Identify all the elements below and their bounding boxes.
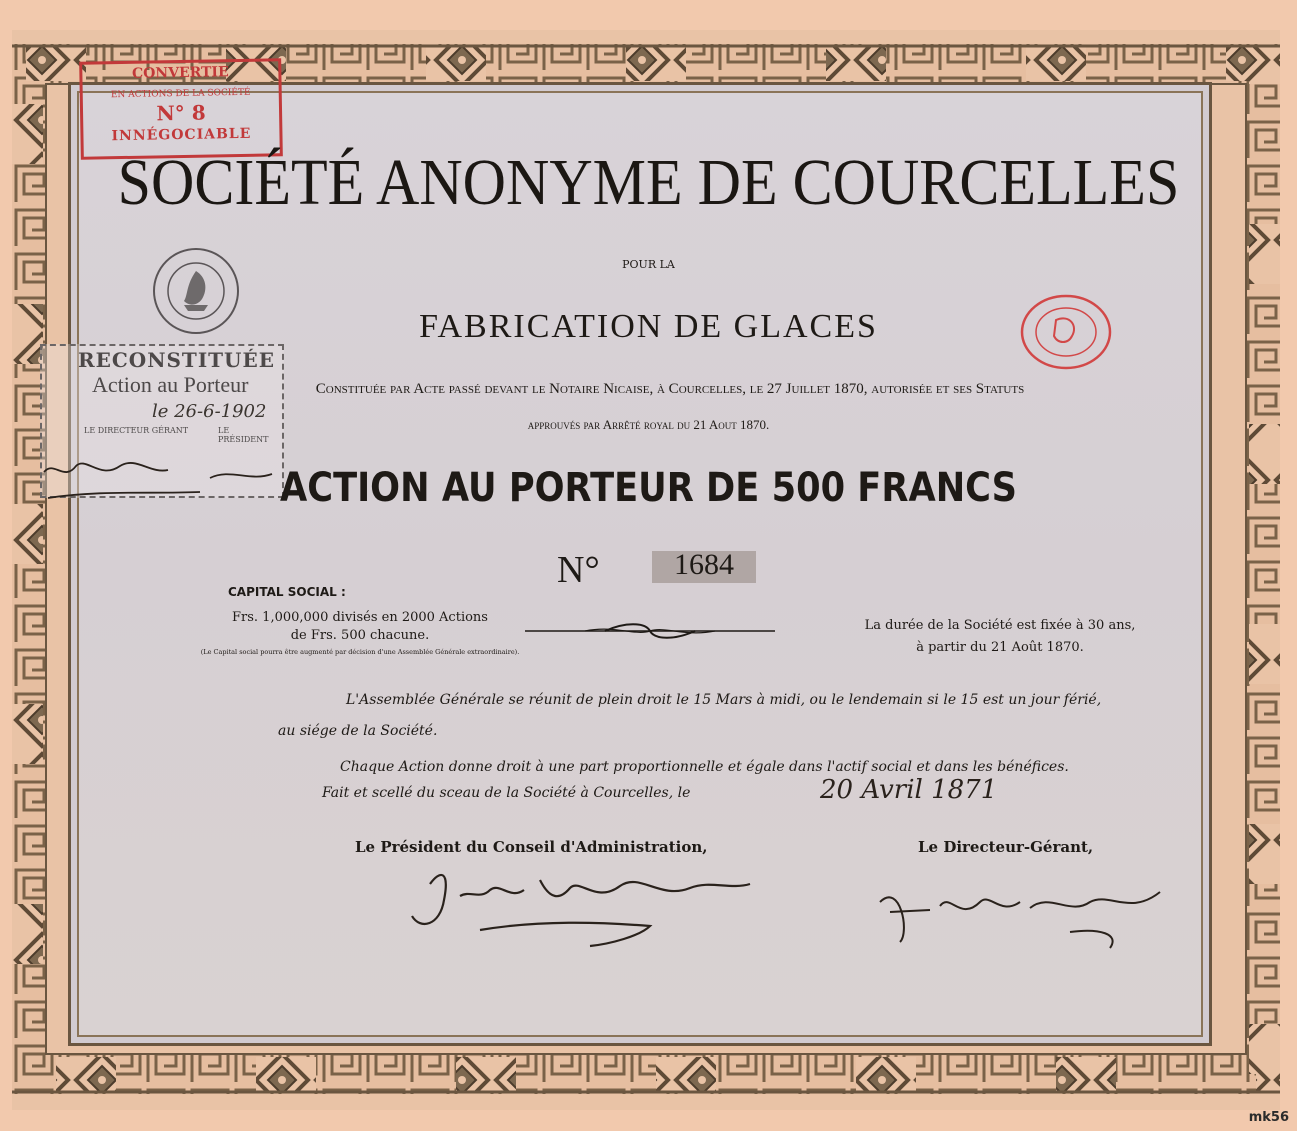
stamp-line: EN ACTIONS DE LA SOCIÉTÉ [110,87,251,101]
share-type-heading: ACTION AU PORTEUR DE 500 FRANCS [280,465,1017,511]
stamp-line: le 26-6-1902 [152,401,267,422]
capital-note: (Le Capital social pourra être augmenté par décision d'une Assemblée Générale extraordinaire). [200,648,520,656]
stamp-line: INNÉGOCIABLE [111,125,252,145]
stamp-handwriting [40,452,280,512]
rights-text: Chaque Action donne droit à une part proportionnelle et égale dans l'actif social et dans les bénéfices. [340,759,1069,775]
capital-title: CAPITAL SOCIAL : [228,585,346,599]
pour-la: POUR LA [622,258,675,271]
president-label: Le Président du Conseil d'Administration, [355,838,708,856]
certificate-number: 1684 [674,548,734,581]
subtitle: FABRICATION DE GLACES [419,308,878,345]
stamp-line: RECONSTITUÉE [78,348,275,372]
watermark: mk56 [1248,1110,1289,1125]
sealed-text: Fait et scellé du sceau de la Société à Courcelles, le [322,785,691,801]
duration-line: à partir du 21 Août 1870. [916,640,1084,655]
stamp-line: N° 8 [156,100,206,126]
stamp-line: LE DIRECTEUR GÉRANT [84,426,189,435]
assembly-text-continued: au siége de la Société. [278,723,438,739]
stamp-line: LE PRÉSIDENT [218,426,269,444]
constitution-text: Constituée par Acte passé devant le Notaire Nicaise, à Courcelles, le 27 Juillet 1870, autorisée et ses Statuts [315,381,1025,397]
assembly-text: L'Assemblée Générale se réunit de plein droit le 15 Mars à midi, ou le lendemain si le 15 est un jour férié, [346,692,1102,708]
number-label: N° [557,549,600,591]
director-signature [870,872,1170,962]
director-label: Le Directeur-Gérant, [918,838,1094,856]
stamp-line: CONVERTIE [131,64,229,82]
duration-line: La durée de la Société est fixée à 30 ans, [864,618,1136,633]
capital-line: Frs. 1,000,000 divisés en 2000 Actions [232,610,488,625]
capital-line: de Frs. 500 chacune. [290,628,430,643]
approbation-text: approuvés par Arrêté royal du 21 Aout 1870. [527,417,770,432]
president-signature [400,860,770,960]
stamp-line: Action au Porteur [92,372,249,397]
divider-flourish [525,620,775,642]
company-title: SOCIÉTÉ ANONYME DE COURCELLES [117,145,1180,219]
handwritten-date: 20 Avril 1871 [820,775,998,805]
